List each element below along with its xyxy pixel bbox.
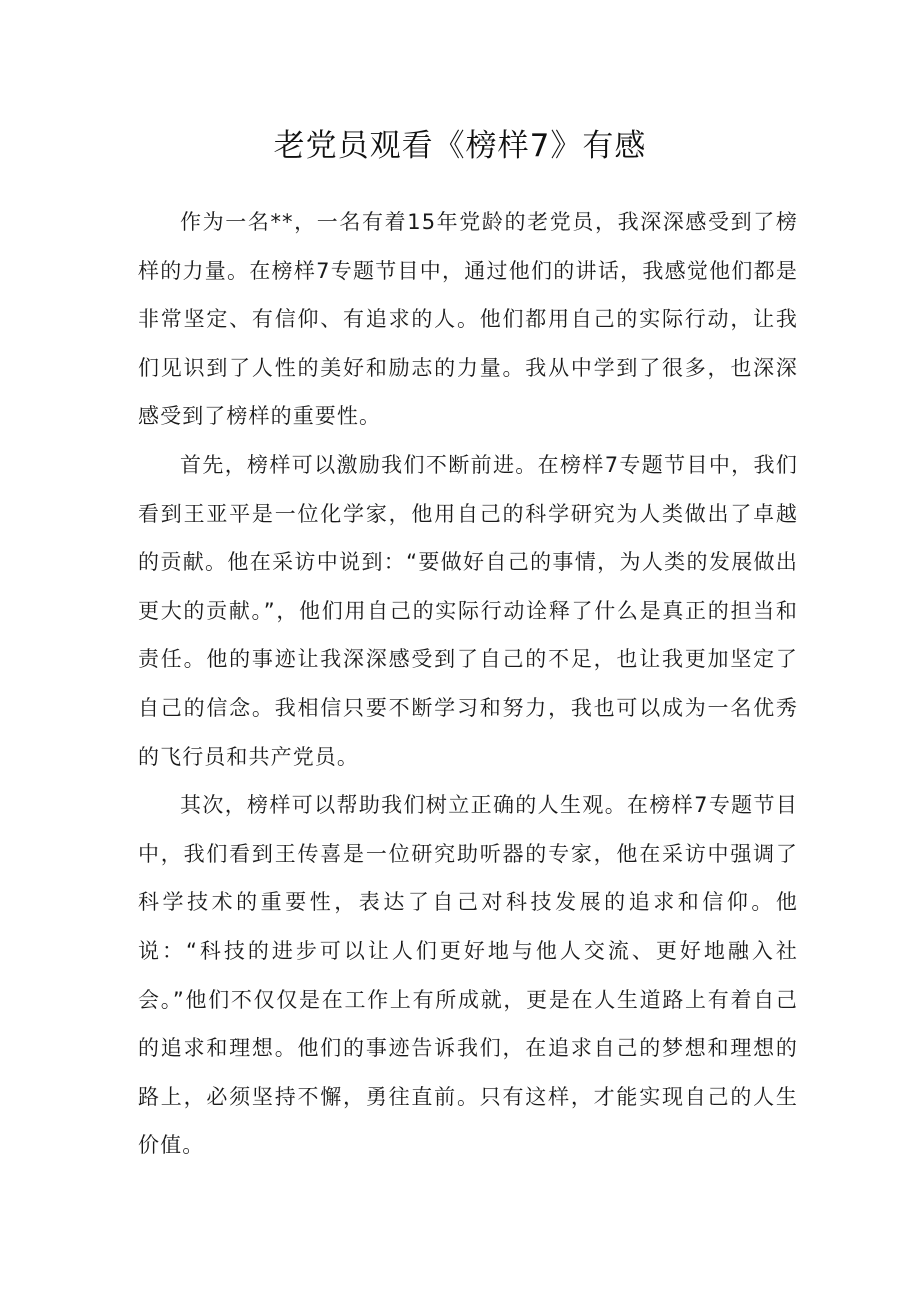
paragraph-3: 其次，榜样可以帮助我们树立正确的人生观。在榜样7专题节目中，我们看到王传喜是一位研究助听器的专家，他在采访中强调了科学技术的重要性，表达了自己对科技发展的追求和信仰。他说：“科技的进步可以让人们更好地与他人交流、更好地融入社会。”他们不仅仅是在工作上有所成就，更是在人生道路上有着自己的追求和理想。他们的事迹告诉我们，在追求自己的梦想和理想的路上，必须坚持不懈，勇往直前。只有这样，才能实现自己的人生价值。: [138, 793, 798, 1158]
paragraph-1: 作为一名**，一名有着15年党龄的老党员，我深深感受到了榜样的力量。在榜样7专题节目中，通过他们的讲话，我感觉他们都是非常坚定、有信仰、有追求的人。他们都用自己的实际行动，让我们见识到了人性的美好和励志的力量。我从中学到了很多，也深深感受到了榜样的重要性。: [138, 210, 798, 429]
paragraph-2: 首先，榜样可以激励我们不断前进。在榜样7专题节目中，我们看到王亚平是一位化学家，他用自己的科学研究为人类做出了卓越的贡献。他在采访中说到：“要做好自己的事情，为人类的发展做出更大的贡献。”，他们用自己的实际行动诠释了什么是真正的担当和责任。他的事迹让我深深感受到了自己的不足，也让我更加坚定了自己的信念。我相信只要不断学习和努力，我也可以成为一名优秀的飞行员和共产党员。: [138, 452, 798, 769]
document-body: [138, 198, 798, 1170]
document-title: 老党员观看《榜样7》有感: [273, 128, 647, 164]
